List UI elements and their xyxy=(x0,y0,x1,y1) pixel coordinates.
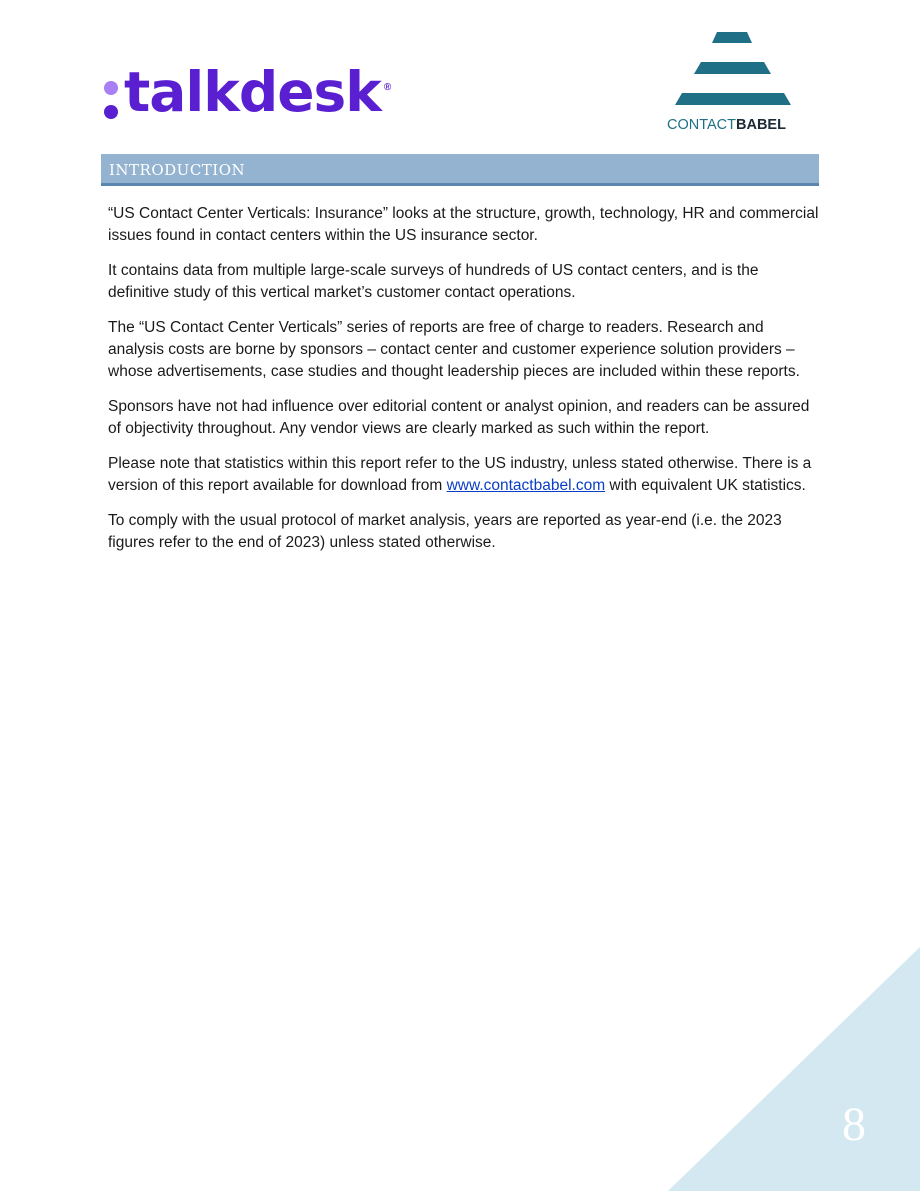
paragraph-2: It contains data from multiple large-scale surveys of hundreds of US contact centers, and is the definitive study of this vertical market’s customer contact operations. xyxy=(108,262,759,301)
paragraph-5-text-after-link: with equivalent UK statistics. xyxy=(605,477,806,494)
paragraph-5-text-before-link: Please note that statistics within this report refer to the US industry, unless stated otherwise. There is a version of this report available for download from xyxy=(108,455,812,494)
paragraph-1: “US Contact Center Verticals: Insurance” looks at the structure, growth, technology, HR and commercial issues found in contact centers within the US insurance sector. xyxy=(108,205,819,244)
paragraph-5 xyxy=(108,453,820,497)
pyramid-tier-middle xyxy=(694,62,771,74)
contactbabel-wordmark xyxy=(667,117,786,133)
talkdesk-dot-bottom xyxy=(104,105,118,119)
pyramid-tier-top xyxy=(712,32,752,43)
introduction-body xyxy=(108,203,820,567)
talkdesk-dot-top xyxy=(104,81,118,95)
talkdesk-wordmark: talkdesk xyxy=(124,60,381,124)
pyramid-icon xyxy=(664,32,810,112)
page-number: 8 xyxy=(842,1098,866,1151)
paragraph-4: Sponsors have not had influence over editorial content or analyst opinion, and readers can be assured of objectivity throughout. Any vendor views are clearly marked as such within the report. xyxy=(108,398,810,437)
contactbabel-word-contact: CONTACT xyxy=(667,117,737,133)
contactbabel-word-babel: BABEL xyxy=(736,117,786,133)
pyramid-tier-bottom xyxy=(675,93,791,105)
corner-triangle-decoration xyxy=(668,947,920,1191)
registered-mark: ® xyxy=(383,82,392,93)
paragraph-3: The “US Contact Center Verticals” series of reports are free of charge to readers. Research and analysis costs are borne by sponsors – contact center and customer experience solution providers – whose advertisements, case studies and thought leadership pieces are included within these reports. xyxy=(108,319,800,380)
corner-triangle-shape xyxy=(668,947,920,1191)
talkdesk-dots-icon xyxy=(104,81,118,119)
section-title: INTRODUCTION xyxy=(109,161,246,179)
section-header-bar xyxy=(101,154,819,186)
contactbabel-logo xyxy=(664,32,810,132)
talkdesk-logo xyxy=(104,62,391,122)
paragraph-6: To comply with the usual protocol of market analysis, years are reported as year-end (i.e. the 2023 figures refer to the end of 2023) unless stated otherwise. xyxy=(108,512,782,551)
contactbabel-link[interactable]: www.contactbabel.com xyxy=(446,477,606,494)
